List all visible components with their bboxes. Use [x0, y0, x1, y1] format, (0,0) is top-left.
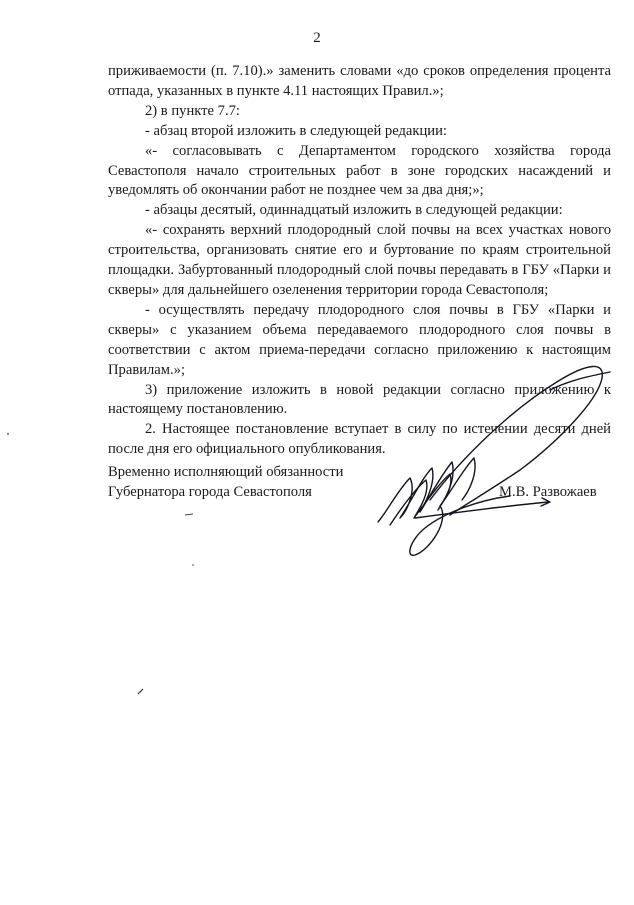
paragraph: «- согласовывать с Департаментом городского хозяйства города Севастополя начало строительных работ в зоне городских насаждений и уведомлять об окончании работ не позднее чем за два дня;»;	[108, 142, 611, 199]
paragraph: 3) приложение изложить в новой редакции согласно приложению к настоящему постановлению.	[108, 381, 611, 418]
scan-mark	[184, 512, 194, 518]
paragraph: приживаемости (п. 7.10).» заменить словами «до сроков определения процента отпада, указанных в пункте 4.11 настоящих Правил.»;	[108, 63, 611, 99]
signer-name: М.В. Развожаев	[499, 484, 597, 500]
paragraph: - осуществлять передачу плодородного слоя почвы в ГБУ «Парки и скверы» с указанием объема передаваемого плодородного слоя почвы в соответствии с актом приема-передачи согласно приложению к настоящим Правилам.»;	[108, 301, 611, 378]
paragraph: 2. Настоящее постановление вступает в силу по истечении десяти дней после дня его официального опубликования.	[108, 421, 611, 458]
scan-mark	[137, 688, 145, 696]
scan-dot	[191, 563, 195, 567]
position-line: Губернатора города Севастополя	[108, 483, 312, 500]
handwritten-signature	[370, 350, 620, 570]
paragraph: - абзац второй изложить в следующей редакции:	[145, 122, 447, 139]
paragraph: - абзацы десятый, одиннадцатый изложить в следующей редакции:	[145, 202, 563, 219]
page-number: 2	[313, 30, 321, 46]
paragraph: 2) в пункте 7.7:	[145, 102, 240, 119]
scan-dot	[6, 432, 10, 436]
paragraph: «- сохранять верхний плодородный слой почвы на всех участках нового строительства, организовать снятие его и буртование по краям строительной площадки. Забуртованный плодородный слой почвы передавать в ГБУ «Парки и скверы» для дальнейшего озеленения территории города Севастополя;	[108, 222, 611, 298]
position-line: Временно исполняющий обязанности	[108, 464, 344, 480]
